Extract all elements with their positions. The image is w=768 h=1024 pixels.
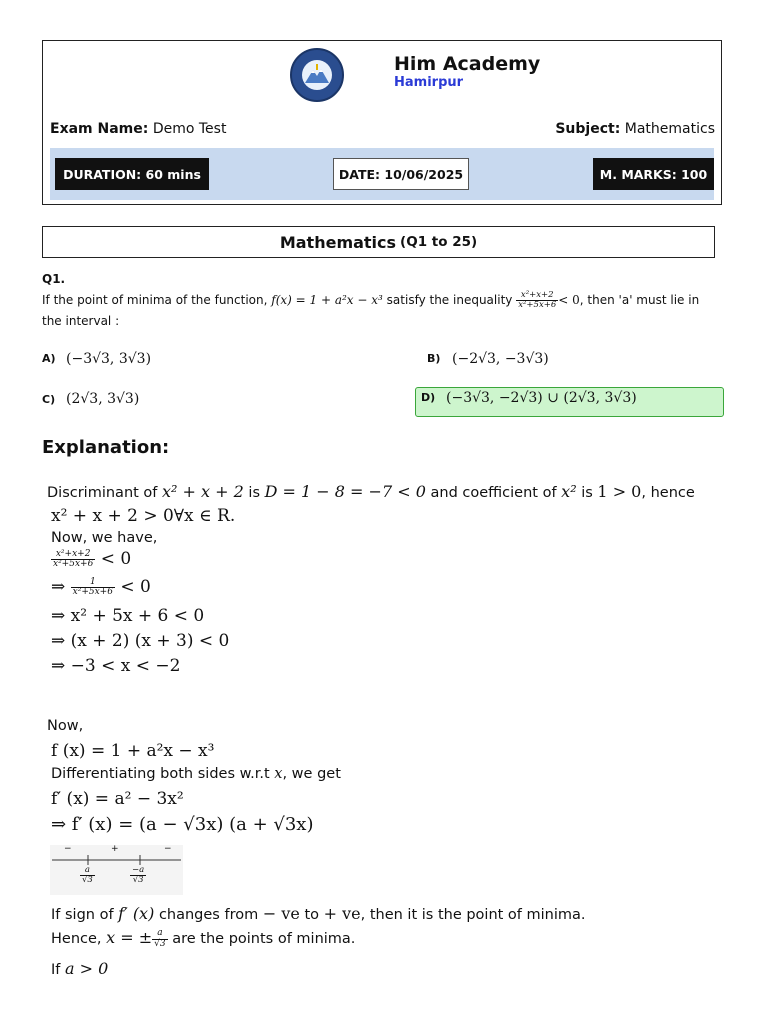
explanation-line-6: ⇒ x² + 5x + 6 < 0	[51, 606, 205, 626]
sign-chart	[50, 845, 183, 895]
text: If	[51, 962, 61, 978]
subject-label: Subject:	[555, 121, 621, 137]
subject-value: Mathematics	[624, 121, 715, 137]
explanation-line-10: f (x) = 1 + a²x − x³	[51, 741, 215, 761]
question-text-part: the interval :	[42, 314, 120, 328]
fraction-numerator: 1	[71, 578, 115, 588]
text: are the points of minima.	[172, 931, 356, 947]
explanation-title: Explanation:	[42, 437, 170, 458]
exam-info-row	[50, 121, 715, 137]
section-title: Mathematics	[279, 232, 397, 252]
math: f′ (x)	[118, 904, 155, 923]
option-b-value[interactable]: (−2√3, −3√3)	[452, 351, 549, 367]
math: x	[274, 766, 283, 782]
mountain-logo-icon	[292, 50, 342, 100]
fraction-denominator: x²+5x+6	[518, 300, 557, 310]
math: + ve	[323, 904, 361, 923]
fraction-numerator: x²+x+2	[516, 291, 558, 301]
critical-point-2	[130, 866, 146, 885]
question-relation: < 0	[558, 293, 580, 307]
option-a-value[interactable]: (−3√3, 3√3)	[66, 351, 152, 367]
text: Differentiating both sides w.r.t	[51, 766, 270, 782]
relation: < 0	[120, 577, 151, 597]
date-badge: DATE: 10/06/2025	[333, 158, 469, 190]
exam-header	[42, 40, 722, 205]
explanation-line-15	[51, 928, 355, 949]
math: x² + x + 2	[162, 482, 244, 501]
relation: < 0	[100, 549, 132, 569]
explanation-fraction-2	[51, 577, 151, 597]
fraction-numerator: −a	[132, 865, 145, 875]
text: is	[248, 485, 261, 501]
option-c-value[interactable]: (2√3, 3√3)	[66, 391, 140, 407]
option-d-label[interactable]: D)	[421, 391, 436, 404]
math: x²	[561, 482, 577, 501]
sign-middle: +	[111, 844, 119, 854]
math: − ve	[262, 904, 300, 923]
text: , then it is the point of minima.	[360, 907, 586, 923]
text: to	[304, 907, 319, 923]
text: Discriminant of	[47, 485, 158, 501]
fraction-denominator: √3	[154, 938, 166, 949]
explanation-line-16	[51, 959, 108, 978]
duration-badge: DURATION: 60 mins	[55, 158, 209, 190]
explanation-line-7: ⇒ (x + 2) (x + 3) < 0	[51, 631, 230, 651]
math: x = ±	[106, 928, 153, 947]
section-range: (Q1 to 25)	[400, 234, 478, 250]
max-marks-badge: M. MARKS: 100	[593, 158, 714, 190]
text: changes from	[158, 907, 259, 923]
sign-right: −	[164, 844, 172, 854]
implies-symbol: ⇒	[51, 577, 66, 597]
sign-left: −	[64, 844, 72, 854]
fraction-numerator: a	[152, 929, 167, 939]
question-number: Q1.	[42, 272, 66, 286]
explanation-line-11	[51, 766, 341, 782]
option-b-label[interactable]: B)	[427, 352, 441, 365]
text: , we get	[282, 766, 341, 782]
math: D = 1 − 8 = −7 < 0	[264, 482, 426, 501]
explanation-line-8: ⇒ −3 < x < −2	[51, 656, 181, 676]
logo-emblem	[290, 48, 344, 102]
exam-name	[50, 121, 226, 137]
fraction	[71, 578, 115, 598]
exam-name-value: Demo Test	[152, 121, 227, 137]
text: is	[581, 485, 593, 501]
fraction-numerator: a	[80, 866, 95, 876]
text: Hence,	[51, 931, 102, 947]
academy-name: Him Academy	[394, 53, 541, 75]
fraction-denominator: x²+5x+6	[53, 559, 94, 569]
math: a > 0	[65, 959, 109, 978]
info-band	[50, 148, 714, 200]
explanation-fraction-1	[51, 549, 131, 569]
option-a-label[interactable]: A)	[42, 352, 56, 365]
explanation-line-14	[51, 904, 586, 923]
explanation-line-9: Now,	[47, 718, 84, 734]
fraction-denominator: √3	[132, 874, 144, 885]
question-fraction	[516, 291, 558, 310]
option-c-label[interactable]: C)	[42, 393, 56, 406]
option-d-value[interactable]: (−3√3, −2√3) ∪ (2√3, 3√3)	[446, 390, 637, 406]
fraction	[51, 550, 95, 570]
fraction-denominator: √3	[82, 874, 93, 885]
fraction	[152, 929, 167, 949]
academy-city: Hamirpur	[394, 75, 464, 90]
text: If sign of	[51, 907, 114, 923]
explanation-line-2: x² + x + 2 > 0∀x ∈ R.	[51, 506, 236, 526]
subject	[555, 121, 715, 137]
fraction-numerator: x²+x+2	[51, 550, 95, 560]
critical-point-1	[80, 866, 95, 885]
explanation-line-1	[47, 482, 695, 501]
text: and coefficient of	[430, 485, 557, 501]
question-text-part: satisfy the inequality	[386, 293, 513, 307]
fraction-denominator: x²+5x+6	[72, 587, 113, 597]
academy-logo	[290, 48, 344, 102]
text: , hence	[641, 485, 695, 501]
section-title-box	[42, 226, 715, 258]
question-text	[42, 290, 726, 332]
explanation-line-3: Now, we have,	[51, 530, 158, 546]
question-text-part: , then 'a' must lie in	[579, 293, 700, 307]
exam-name-label: Exam Name:	[50, 121, 149, 137]
explanation-line-12: f′ (x) = a² − 3x²	[51, 789, 184, 809]
math: 1 > 0	[597, 482, 642, 501]
question-function: f(x) = 1 + a²x − x³	[271, 293, 383, 307]
question-text-part: If the point of minima of the function,	[42, 293, 268, 307]
explanation-line-13: ⇒ f′ (x) = (a − √3x) (a + √3x)	[51, 814, 314, 835]
